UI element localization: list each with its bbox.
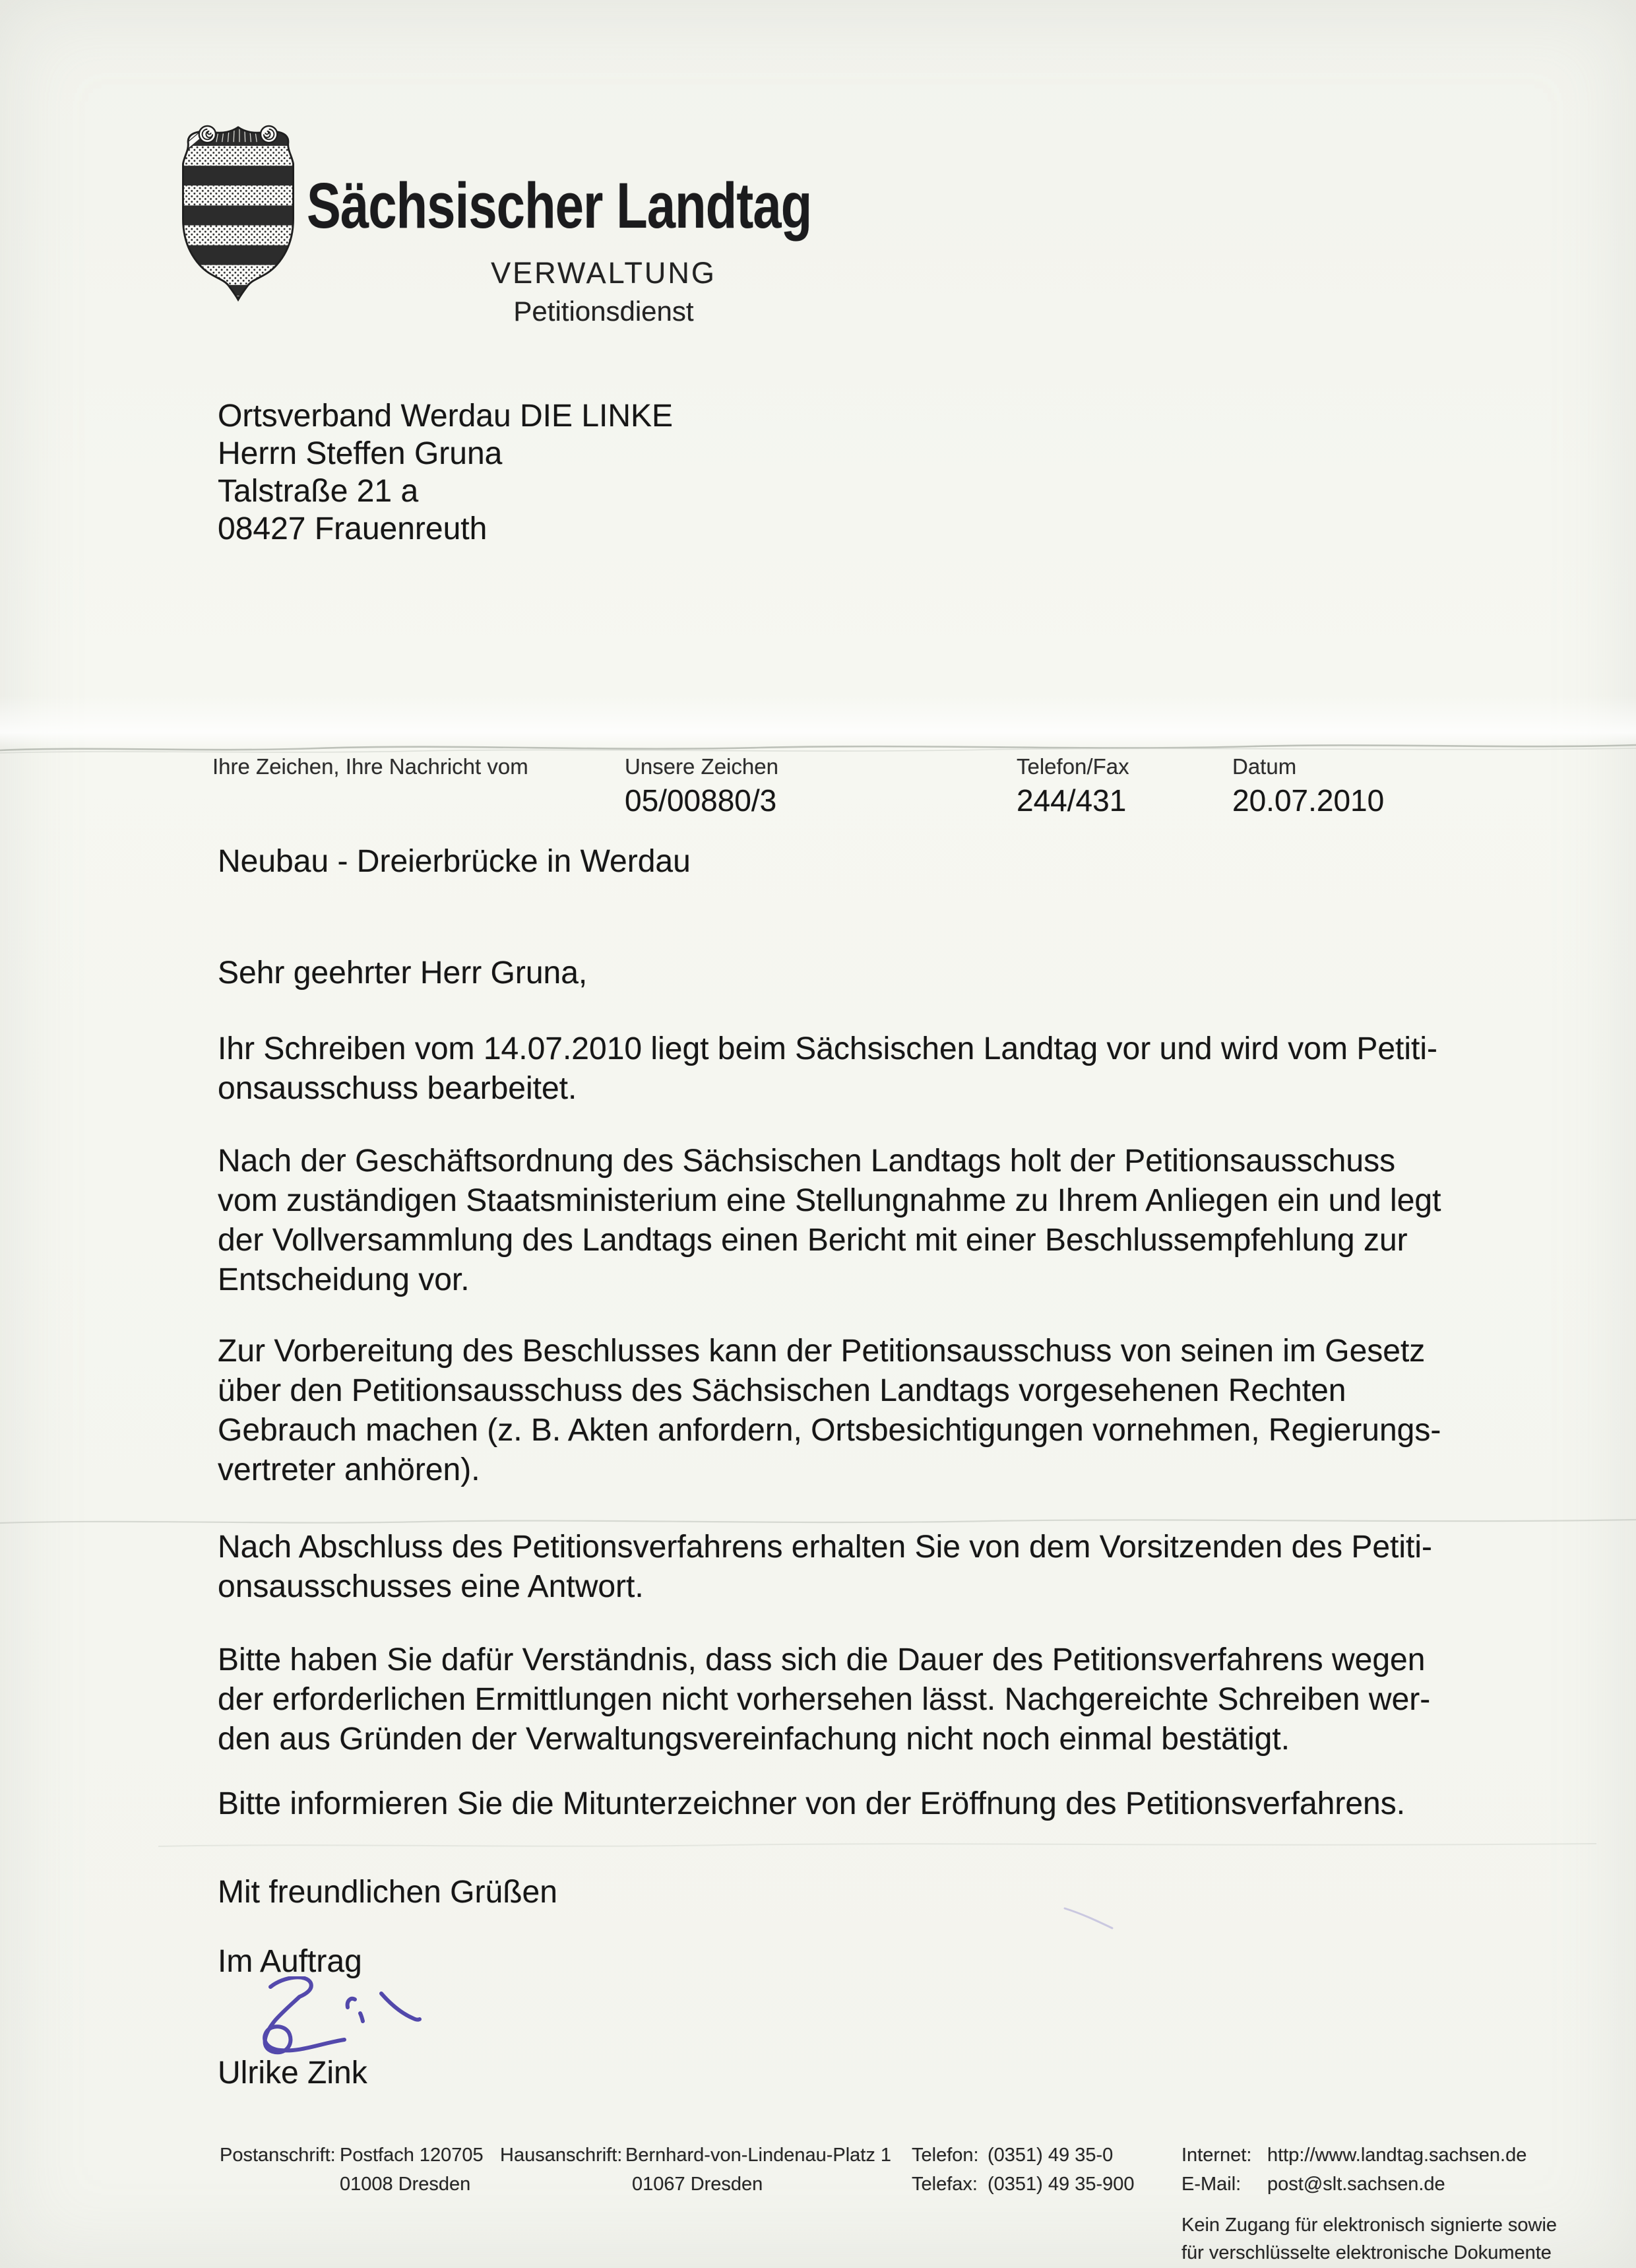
paragraph-line: onsausschusses eine Antwort.	[218, 1569, 644, 1604]
letterhead-department	[340, 256, 867, 327]
footer-note-line1: Kein Zugang für elektronisch signierte sowie	[1181, 2215, 1557, 2236]
subject-line: Neubau - Dreierbrücke in Werdau	[218, 844, 691, 879]
org-title: Sächsischer Landtag	[307, 170, 812, 242]
body-paragraph	[218, 1332, 1441, 1490]
saxony-coat-of-arms-logo	[173, 124, 303, 304]
paragraph-line: vertreter anhören).	[218, 1452, 480, 1487]
paragraph-line: der Vollversammlung des Landtags einen Bericht mit einer Beschlussempfehlung zur	[218, 1223, 1408, 1258]
footer-visitor-label: Hausanschrift:	[500, 2145, 623, 2166]
address-line: Talstraße 21 a	[218, 474, 419, 509]
footer-fax-label: Telefax:	[912, 2174, 978, 2195]
body-paragraph	[218, 1029, 1437, 1109]
stray-pen-mark	[1062, 1904, 1115, 1931]
handwritten-signature	[251, 1976, 449, 2062]
paragraph-line: Entscheidung vor.	[218, 1262, 470, 1297]
footer-fax-value: (0351) 49 35-900	[988, 2174, 1135, 2195]
footer-note-line2: für verschlüsselte elektronische Dokumente	[1181, 2242, 1552, 2263]
footer-postal-label: Postanschrift:	[220, 2145, 336, 2166]
phone-fax-label: Telefon/Fax	[1017, 754, 1129, 779]
address-line: Ortsverband Werdau DIE LINKE	[218, 399, 674, 434]
paragraph-line: vom zuständigen Staatsministerium eine Stellungnahme zu Ihrem Anliegen ein und legt	[218, 1183, 1441, 1218]
footer-email-value: post@slt.sachsen.de	[1267, 2174, 1445, 2195]
body-paragraph	[218, 1142, 1441, 1300]
paragraph-line: über den Petitionsausschuss des Sächsischen Landtags vorgesehenen Rechten	[218, 1373, 1346, 1408]
date-label: Datum	[1232, 754, 1297, 779]
paragraph-line: Nach der Geschäftsordnung des Sächsischen Landtags holt der Petitionsausschuss	[218, 1144, 1396, 1179]
footer-internet-value: http://www.landtag.sachsen.de	[1267, 2145, 1527, 2166]
paragraph-line: Zur Vorbereitung des Beschlusses kann der Petitionsausschuss von seinen im Gesetz	[218, 1334, 1426, 1369]
recipient-address	[218, 397, 673, 548]
paragraph-line: Bitte informieren Sie die Mitunterzeichner von der Eröffnung des Petitionsverfahrens.	[218, 1786, 1406, 1821]
paragraph-line: Gebrauch machen (z. B. Akten anfordern, Ortsbesichtigungen vornehmen, Regierungs-	[218, 1413, 1441, 1448]
unit-label: Petitionsdienst	[513, 296, 694, 327]
date-value: 20.07.2010	[1232, 783, 1385, 818]
fold-crease-line	[0, 1834, 1636, 1854]
paragraph-line: Bitte haben Sie dafür Verständnis, dass sich die Dauer des Petitionsverfahrens wegen	[218, 1642, 1426, 1677]
body-paragraph	[218, 1528, 1432, 1607]
our-ref-label: Unsere Zeichen	[625, 754, 778, 779]
body-paragraph	[218, 1784, 1405, 1824]
footer-internet-label: Internet:	[1181, 2145, 1252, 2166]
footer-phone-label: Telefon:	[912, 2145, 979, 2166]
address-line: Herrn Steffen Gruna	[218, 436, 503, 471]
salutation: Sehr geehrter Herr Gruna,	[218, 956, 588, 990]
footer-phone-value: (0351) 49 35-0	[988, 2145, 1114, 2166]
paragraph-line: Nach Abschluss des Petitionsverfahrens erhalten Sie von dem Vorsitzenden des Petiti-	[218, 1530, 1433, 1565]
footer-email-label: E-Mail:	[1181, 2174, 1242, 2195]
paragraph-line: Ihr Schreiben vom 14.07.2010 liegt beim Sächsischen Landtag vor und wird vom Petiti-	[218, 1031, 1438, 1066]
body-paragraph	[218, 1640, 1430, 1759]
footer-postal-line2: 01008 Dresden	[340, 2174, 471, 2195]
paragraph-line: der erforderlichen Ermittlungen nicht vorhersehen lässt. Nachgereichte Schreiben wer-	[218, 1682, 1431, 1717]
footer-visitor-line2: 01067 Dresden	[632, 2174, 763, 2195]
your-ref-label: Ihre Zeichen, Ihre Nachricht vom	[212, 754, 528, 779]
paper-fold-highlight	[0, 696, 1636, 747]
our-ref-value: 05/00880/3	[625, 783, 777, 818]
paragraph-line: den aus Gründen der Verwaltungsvereinfachung nicht noch einmal bestätigt.	[218, 1722, 1290, 1757]
address-line: 08427 Frauenreuth	[218, 511, 488, 546]
paragraph-line: onsausschuss bearbeitet.	[218, 1071, 577, 1106]
signer-name: Ulrike Zink	[218, 2056, 367, 2090]
footer-visitor-line1: Bernhard-von-Lindenau-Platz 1	[625, 2145, 892, 2166]
division-label: VERWALTUNG	[491, 256, 716, 290]
phone-fax-value: 244/431	[1017, 783, 1127, 818]
footer-postal-line1: Postfach 120705	[340, 2145, 484, 2166]
closing-by-order: Im Auftrag	[218, 1944, 362, 1979]
closing-regards: Mit freundlichen Grüßen	[218, 1875, 557, 1910]
